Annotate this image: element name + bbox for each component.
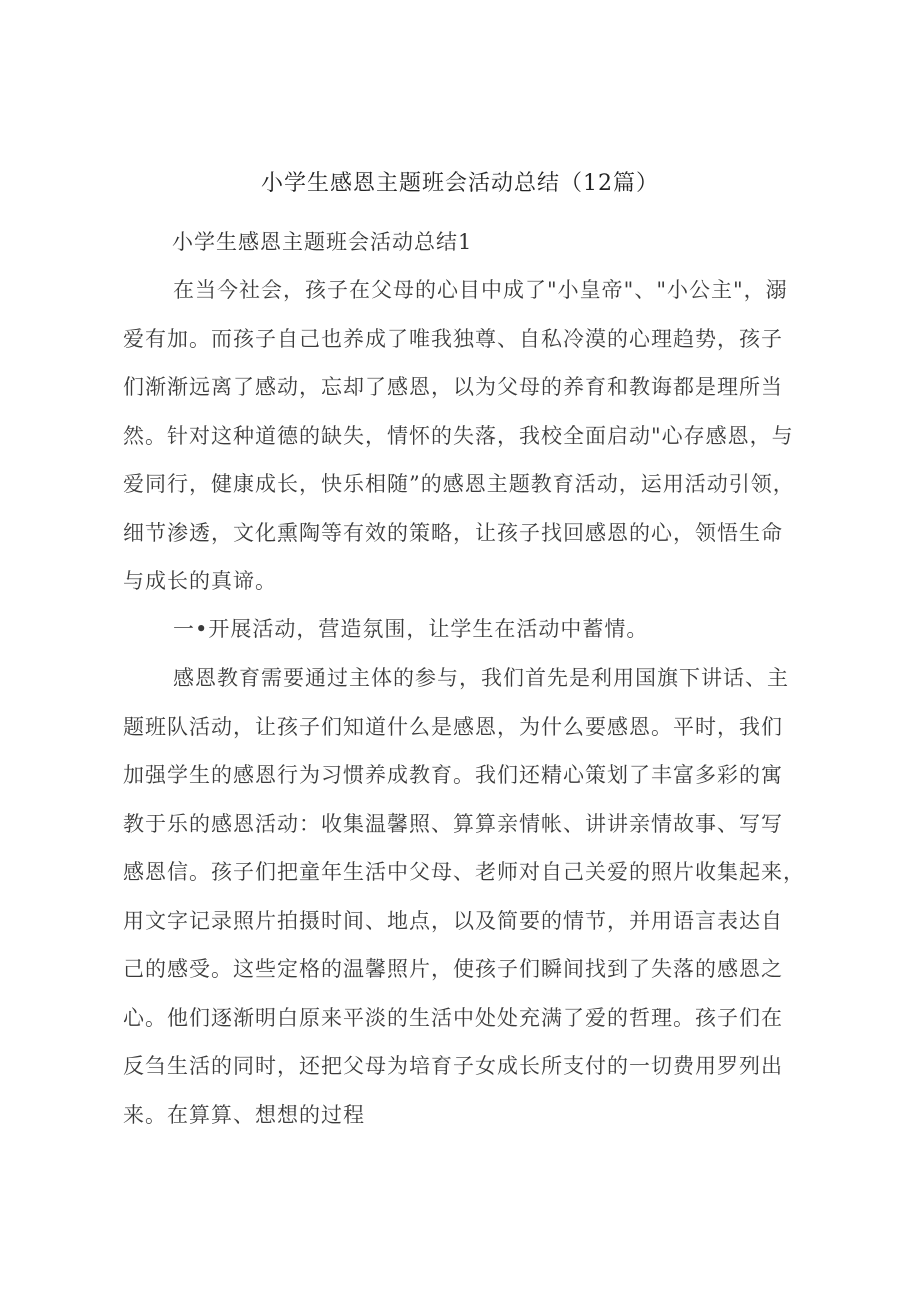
paragraph-line: 己的感受。这些定格的温馨照片，使孩子们瞬间找到了失落的感恩之 <box>123 957 783 981</box>
paragraph-line: 们渐渐远离了感动，忘却了感恩，以为父母的养育和教诲都是理所当 <box>123 375 783 399</box>
paragraph-line: 加强学生的感恩行为习惯养成教育。我们还精心策划了丰富多彩的寓 <box>123 763 783 787</box>
paragraph-section-one-heading <box>123 605 823 654</box>
section-heading: 小学生感恩主题班会活动总结1 <box>172 230 473 254</box>
paragraph-line: 来。在算算、想想的过程 <box>123 1102 365 1127</box>
paragraph-line: 爱同行，健康成长，快乐相随”的感恩主题教育活动，运用活动引领， <box>123 472 795 496</box>
paragraph-line: 感恩信。孩子们把童年生活中父母、老师对自己关爱的照片收集起来， <box>123 860 805 884</box>
paragraph-line: 一•开展活动，营造氛围，让学生在活动中蓄情。 <box>173 617 649 641</box>
paragraph-line: 爱有加。而孩子自己也养成了唯我独尊、自私冷漠的心理趋势，孩子 <box>123 326 783 351</box>
paragraph-line: 教于乐的感恩活动：收集温馨照、算算亲情帐、讲讲亲情故事、写写 <box>123 811 783 836</box>
paragraph-line: 在当今社会，孩子在父母的心目中成了"小皇帝"、"小公主"，溺 <box>173 278 788 302</box>
paragraph-line: 感恩教育需要通过主体的参与，我们首先是利用国旗下讲话、主 <box>173 666 789 690</box>
paragraph-intro <box>123 266 823 606</box>
paragraph-line: 与成长的真谛。 <box>123 569 277 593</box>
paragraph-line: 细节渗透，文化熏陶等有效的策略，让孩子找回感恩的心，领悟生命 <box>123 520 783 545</box>
paragraph-line: 题班队活动，让孩子们知道什么是感恩，为什么要感恩。平时，我们 <box>123 714 783 739</box>
paragraph-activities <box>123 654 823 1139</box>
paragraph-line: 心。他们逐渐明白原来平淡的生活中处处充满了爱的哲理。孩子们在 <box>123 1005 783 1030</box>
paragraph-line: 然。针对这种道德的缺失，情怀的失落，我校全面启动"心存感恩，与 <box>123 423 794 448</box>
paragraph-line: 反刍生活的同时，还把父母为培育子女成长所支付的一切费用罗列出 <box>123 1054 783 1078</box>
document-title: 小学生感恩主题班会活动总结（12篇） <box>261 171 659 196</box>
paragraph-line: 用文字记录照片拍摄时间、地点，以及简要的情节，并用语言表达自 <box>123 908 783 933</box>
